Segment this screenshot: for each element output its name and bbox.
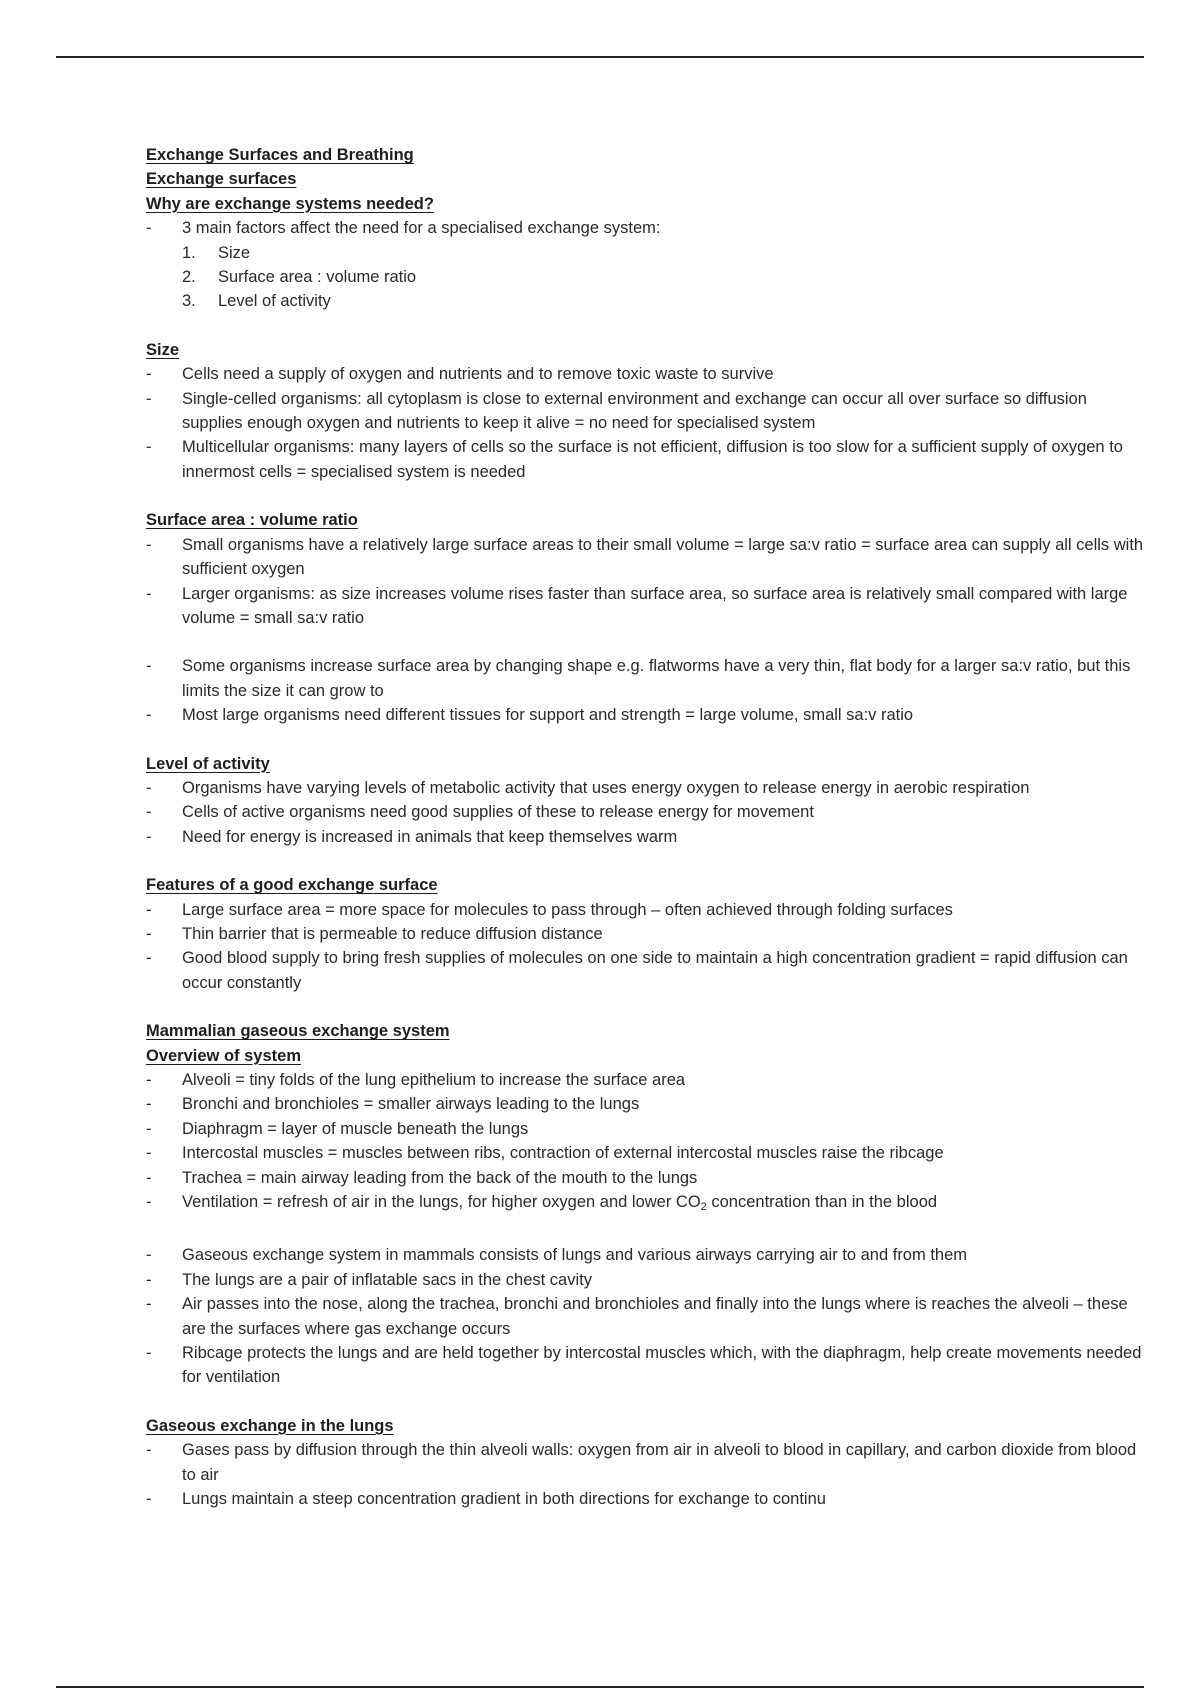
why-list <box>146 216 1146 240</box>
factor-item: 2. Surface area : volume ratio <box>182 268 417 287</box>
list-item: - Organisms have varying levels of metabolic activity that uses energy oxygen to release energy in aerobic respiration <box>146 776 1146 800</box>
list-item: - Bronchi and bronchioles = smaller airways leading to the lungs <box>146 1092 1146 1116</box>
list-item: - Good blood supply to bring fresh supplies of molecules on one side to maintain a high concentration gradient = rapid diffusion can occur constantly <box>146 946 1146 995</box>
list-item: - Gaseous exchange system in mammals consists of lungs and various airways carrying air to and from them <box>146 1243 1146 1267</box>
heading-sa-v-ratio: Surface area : volume ratio <box>146 511 358 530</box>
factor-item: 3. Level of activity <box>182 292 331 311</box>
list-item: - Need for energy is increased in animals that keep themselves warm <box>146 825 1146 849</box>
list-item: - Ribcage protects the lungs and are held together by intercostal muscles which, with the diaphragm, help create movements needed for ventilation <box>146 1341 1146 1390</box>
heading-features: Features of a good exchange surface <box>146 876 438 895</box>
list-item: - Trachea = main airway leading from the back of the mouth to the lungs <box>146 1166 1146 1190</box>
sav-list-b <box>146 654 1146 727</box>
list-item: - Lungs maintain a steep concentration gradient in both directions for exchange to continu <box>146 1487 1146 1511</box>
size-list <box>146 362 1146 484</box>
list-item: - Most large organisms need different tissues for support and strength = large volume, small sa:v ratio <box>146 703 1146 727</box>
list-item: - Single-celled organisms: all cytoplasm is close to external environment and exchange can occur all over surface so diffusion supplies enough oxygen and nutrients to keep it alive = no need for specialised system <box>146 387 1146 436</box>
features-list <box>146 898 1146 996</box>
list-item: - Larger organisms: as size increases volume rises faster than surface area, so surface area is relatively small compared with large volume = small sa:v ratio <box>146 582 1146 631</box>
factors-list <box>146 241 1146 314</box>
top-rule <box>56 56 1144 58</box>
heading-level-of-activity: Level of activity <box>146 754 270 773</box>
list-item: - Cells of active organisms need good supplies of these to release energy for movement <box>146 800 1146 824</box>
list-item: - The lungs are a pair of inflatable sacs in the chest cavity <box>146 1268 1146 1292</box>
list-item: - Large surface area = more space for molecules to pass through – often achieved through folding surfaces <box>146 898 1146 922</box>
heading-mammalian-system: Mammalian gaseous exchange system <box>146 1022 450 1041</box>
factor-item: 1. Size <box>182 243 251 262</box>
overview-list-a <box>146 1068 1146 1219</box>
document-body <box>146 143 1146 1512</box>
lungs-list <box>146 1438 1146 1511</box>
heading-size: Size <box>146 340 180 359</box>
list-item: - Diaphragm = layer of muscle beneath the lungs <box>146 1117 1146 1141</box>
document-subtitle: Exchange surfaces <box>146 170 297 189</box>
list-item: - Air passes into the nose, along the trachea, bronchi and bronchioles and finally into the lungs where is reaches the alveoli – these are the surfaces where gas exchange occurs <box>146 1292 1146 1341</box>
heading-why-exchange: Why are exchange systems needed? <box>146 194 434 213</box>
list-item: - Thin barrier that is permeable to reduce diffusion distance <box>146 922 1146 946</box>
document-title: Exchange Surfaces and Breathing <box>146 146 414 164</box>
overview-list-b <box>146 1243 1146 1389</box>
heading-gas-exchange-lungs: Gaseous exchange in the lungs <box>146 1416 394 1435</box>
list-item: - 3 main factors affect the need for a specialised exchange system: <box>146 216 1146 240</box>
list-item-ventilation: - Ventilation = refresh of air in the lungs, for higher oxygen and lower $CO_2$ concentration than in the blood <box>146 1190 1146 1219</box>
heading-overview: Overview of system <box>146 1046 301 1065</box>
list-item: - Cells need a supply of oxygen and nutrients and to remove toxic waste to survive <box>146 362 1146 386</box>
list-item: - Small organisms have a relatively large surface areas to their small volume = large sa:v ratio = surface area can supply all cells with sufficient oxygen <box>146 533 1146 582</box>
bottom-rule <box>56 1686 1144 1688</box>
list-item: - Some organisms increase surface area by changing shape e.g. flatworms have a very thin, flat body for a larger sa:v ratio, but this limits the size it can grow to <box>146 654 1146 703</box>
sav-list-a <box>146 533 1146 631</box>
list-item: - Multicellular organisms: many layers of cells so the surface is not efficient, diffusion is too slow for a sufficient supply of oxygen to innermost cells = specialised system is needed <box>146 435 1146 484</box>
list-item: - Gases pass by diffusion through the thin alveoli walls: oxygen from air in alveoli to blood in capillary, and carbon dioxide from blood to air <box>146 1438 1146 1487</box>
activity-list <box>146 776 1146 849</box>
list-item: - Intercostal muscles = muscles between ribs, contraction of external intercostal muscles raise the ribcage <box>146 1141 1146 1165</box>
list-item: - Alveoli = tiny folds of the lung epithelium to increase the surface area <box>146 1068 1146 1092</box>
